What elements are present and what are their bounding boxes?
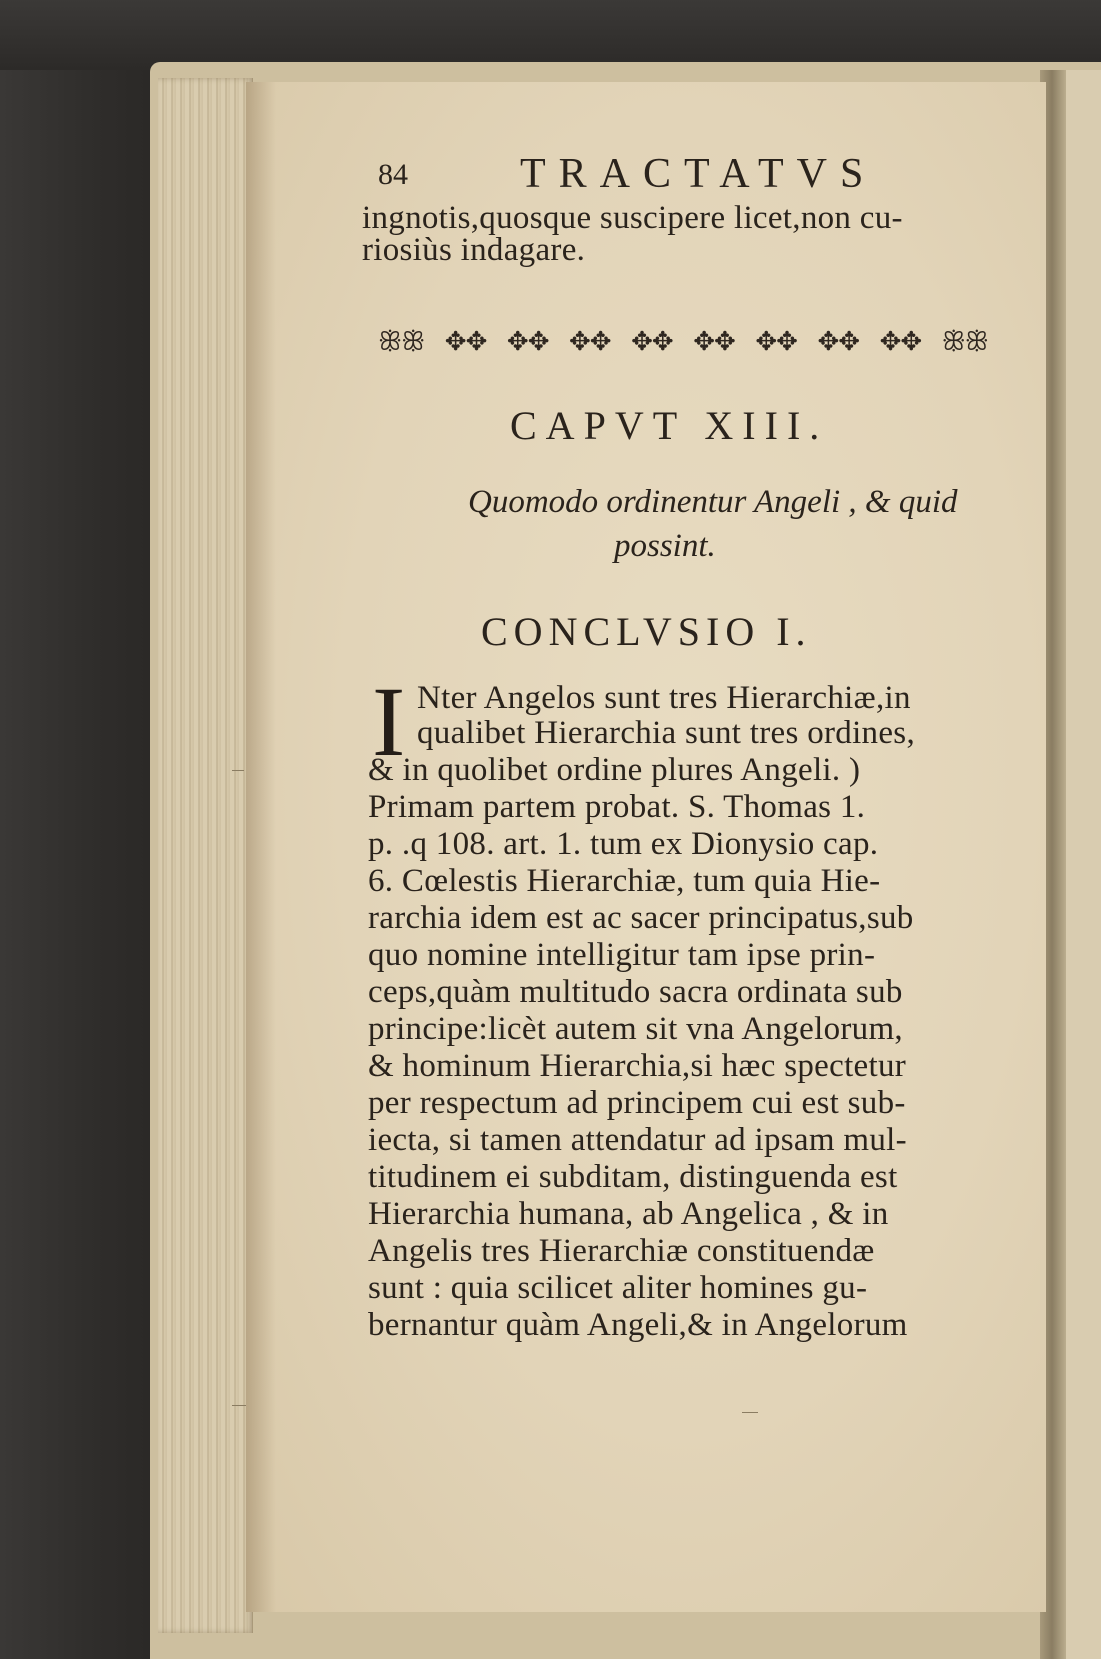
body-line: principe:licèt autem sit vna Angelorum, [368, 1011, 903, 1047]
body-line: Primam partem probat. S. Thomas 1. [368, 789, 866, 825]
running-title: TRACTATVS [520, 151, 877, 197]
chapter-heading: CAPVT XIII. [510, 403, 829, 448]
background-cloth-left [0, 0, 160, 1659]
drop-cap: I [372, 666, 406, 777]
body-line: ceps,quàm multitudo sacra ordinata sub [368, 974, 903, 1010]
body-line: iecta, si tamen attendatur ad ipsam mul- [368, 1122, 907, 1158]
ornament-unit: ✥✥ [755, 327, 797, 357]
ornament-unit: ✥✥ [569, 327, 611, 357]
background-cloth-top [0, 0, 1101, 70]
margin-mark [232, 1405, 246, 1406]
chapter-subtitle-line-2: possint. [614, 528, 716, 564]
body-line: p. .q 108. art. 1. tum ex Dionysio cap. [368, 826, 879, 862]
body-line: 6. Cœlestis Hierarchiæ, tum quia Hie- [368, 863, 881, 899]
margin-mark [232, 770, 244, 771]
page-shadow [246, 82, 276, 1612]
body-line: & in quolibet ordine plures Angeli. ) [368, 752, 861, 788]
body-line: Angelis tres Hierarchiæ constituendæ [368, 1233, 875, 1269]
body-line: sunt : quia scilicet aliter homines gu- [368, 1270, 868, 1306]
ornament-unit: ꕥꕥ [941, 326, 988, 357]
ornament-unit: ✥✥ [817, 327, 860, 357]
body-line-first-a: Nter Angelos sunt tres Hierarchiæ,in [417, 680, 911, 716]
body-line: titudinem ei subditam, distinguenda est [368, 1159, 898, 1195]
body-line: & hominum Hierarchia,si hæc spectetur [368, 1048, 907, 1084]
body-line: Hierarchia humana, ab Angelica , & in [368, 1196, 889, 1232]
body-line: bernantur quàm Angeli,& in Angelorum [368, 1307, 908, 1343]
intro-line-2: riosiùs indagare. [362, 232, 586, 268]
ornament-band [378, 322, 988, 362]
conclusion-heading: CONCLVSIO I. [481, 609, 812, 654]
body-line: quo nomine intelligitur tam ipse prin- [368, 937, 876, 973]
margin-mark [742, 1412, 758, 1413]
ornament-unit: ✥✥ [631, 327, 673, 357]
ornament-unit: ꕥꕥ [378, 326, 425, 357]
chapter-subtitle-line-1: Quomodo ordinentur Angeli , & quid [468, 484, 958, 520]
ornament-unit: ✥✥ [693, 327, 735, 357]
ornament-unit: ✥✥ [506, 327, 549, 357]
body-line-first-b: qualibet Hierarchia sunt tres ordines, [417, 715, 915, 751]
intro-line-1: ingnotis,quosque suscipere licet,non cu- [362, 200, 903, 236]
facing-page-edge [1066, 70, 1101, 1659]
body-line: per respectum ad principem cui est sub- [368, 1085, 906, 1121]
ornament-unit: ✥✥ [444, 327, 487, 357]
ornament-unit: ✥✥ [879, 327, 922, 357]
page-number: 84 [378, 158, 408, 191]
body-line: rarchia idem est ac sacer principatus,sub [368, 900, 914, 936]
page-edges [158, 78, 253, 1633]
